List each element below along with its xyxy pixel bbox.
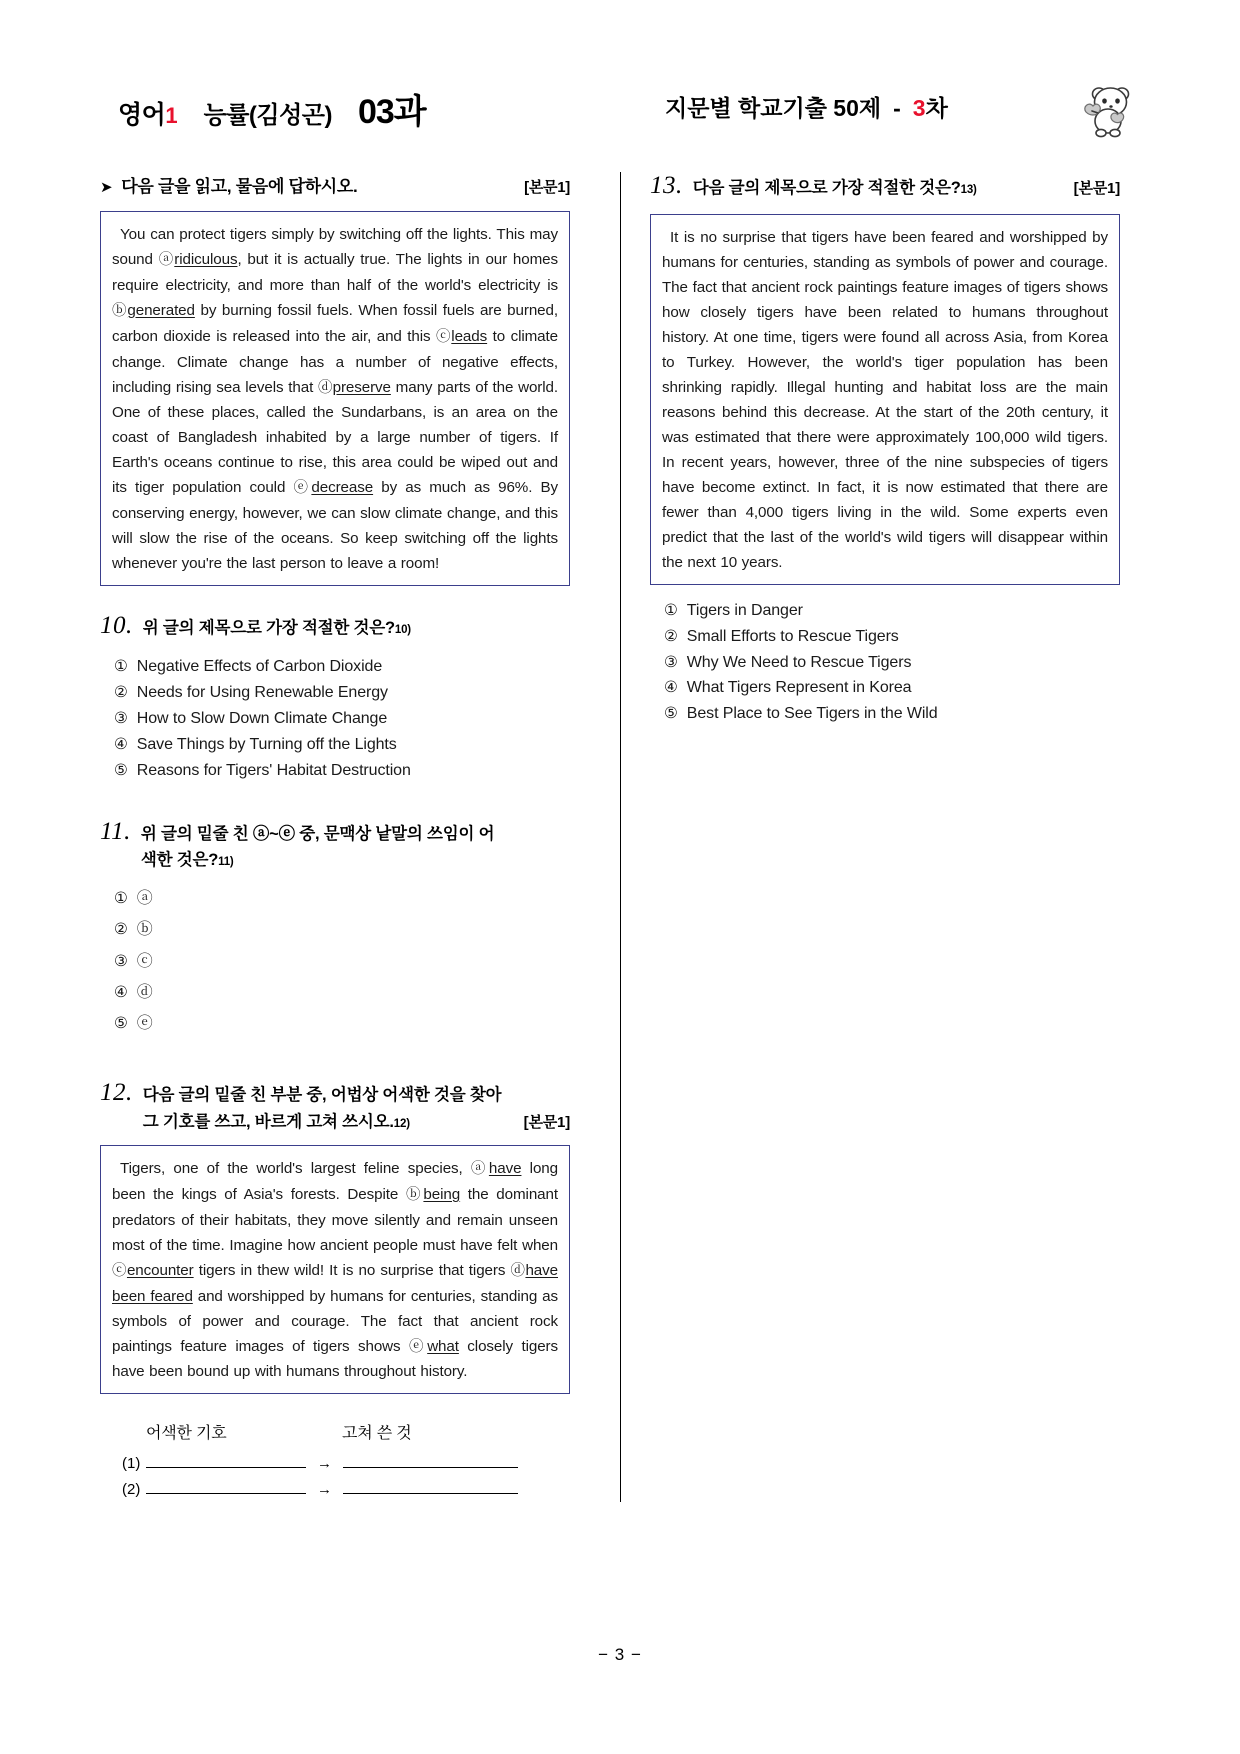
option-marker: ② [114,921,128,939]
option-marker: ④ [114,735,128,753]
header-publisher: 능률(김성곤) [203,102,332,129]
page-footer: − 3 − [598,1645,642,1664]
header-lesson: 03과 [357,93,426,131]
question-11-number: 11. [100,817,131,845]
option-marker: ③ [114,952,128,970]
option-item[interactable] [100,946,570,977]
question-11-text-line2: 색한 것은? [140,851,219,870]
question-10-options [100,654,570,784]
question-12-text-line2: 그 기호를 쓰고, 바르게 고쳐 쓰시오. [142,1113,394,1132]
answer-row [122,1451,570,1472]
question-11-header [100,818,570,871]
option-item[interactable] [100,706,570,732]
option-marker: ① [114,890,128,908]
passage-box-2 [100,1145,570,1394]
option-marker: ③ [664,653,678,671]
source-tag: [본문1] [524,179,570,196]
question-13-number: 13. [650,172,683,199]
option-label: Reasons for Tigers' Habitat Destruction [136,761,411,779]
option-item[interactable] [650,701,1120,727]
option-item[interactable] [100,732,570,758]
left-column [100,172,570,1503]
directive-text: 다음 글을 읽고, 물음에 답하시오. [121,177,358,196]
answer-column-labels [122,1420,570,1443]
passage-box-3 [650,214,1120,585]
option-label: Negative Effects of Carbon Dioxide [136,657,383,675]
header-round-unit: 차 [925,95,948,121]
option-label: Save Things by Turning off the Lights [136,735,397,753]
header-series-title: 지문별 학교기출 50제 [665,95,882,121]
question-10-text: 위 글의 제목으로 가장 적절한 것은?10) [142,619,411,638]
option-marker: ⑤ [114,1015,128,1033]
option-item[interactable] [100,914,570,945]
question-13-superscript: 13) [960,184,977,196]
option-item[interactable] [100,654,570,680]
question-11-text-line1: 위 글의 밑줄 친 ⓐ~ⓔ 중, 문맥상 낱말의 쓰임이 어 [140,824,495,843]
arrow-bullet-icon: ➤ [100,179,113,196]
answer-row [122,1477,570,1498]
option-label: ⓔ [136,1015,153,1033]
option-marker: ④ [114,983,128,1001]
option-marker: ⑤ [664,705,678,723]
question-11-superscript: 11) [218,856,234,869]
answer-row-index: (2) [122,1481,141,1499]
option-item[interactable] [650,675,1120,701]
source-tag: [본문1] [1073,180,1120,197]
question-10-number: 10. [100,612,133,640]
question-13-text: 다음 글의 제목으로 가장 적절한 것은?13) [692,179,977,197]
source-tag: [본문1] [523,1114,570,1132]
reading-directive [100,172,570,197]
question-12-answer-area [100,1420,570,1498]
option-label: ⓒ [136,952,153,970]
option-item[interactable] [100,758,570,784]
option-item[interactable] [100,680,570,706]
option-label: Tigers in Danger [686,601,803,619]
option-marker: ③ [114,709,128,727]
option-label: What Tigers Represent in Korea [686,679,912,697]
option-label: Small Efforts to Rescue Tigers [686,627,899,645]
answer-blank-correction[interactable] [343,1477,518,1494]
question-13-header [650,172,1120,201]
header-separator: - [893,95,901,121]
page-header [0,70,1240,140]
option-marker: ① [664,601,678,619]
header-subject-number: 1 [165,103,178,128]
question-12-number: 12. [100,1079,133,1107]
question-11-options [100,883,570,1039]
question-12-superscript: 12) [393,1118,410,1131]
answer-blank-symbol[interactable] [146,1477,306,1494]
column-divider [620,172,621,1502]
option-item[interactable] [100,977,570,1008]
option-marker: ④ [664,679,678,697]
right-column [650,172,1120,727]
option-item[interactable] [650,624,1120,650]
option-item[interactable] [100,883,570,914]
panda-mascot-icon [1072,70,1144,142]
arrow-icon: → [317,1481,332,1499]
header-subject: 영어 [118,101,166,129]
option-label: Why We Need to Rescue Tigers [686,653,912,671]
option-marker: ⑤ [114,761,128,779]
option-marker: ① [114,657,128,675]
passage-2-text: Tigers, one of the world's largest feline species, ⓐhave long been the kings of Asia's forests. Despite ⓑbeing the dominant predators of their habitats, they move silently and remain unseen most of the time. Imagine how ancient people must have felt when ⓒencounter tigers in thew wild! It is no surprise that tigers ⓓhave been feared and worshipped by humans for centuries, standing as symbols of power and courage. The fact that ancient rock paintings feature images of tigers shows ⓔwhat closely tigers have been bound up with humans throughout history. [112,1160,558,1381]
option-marker: ② [664,627,678,645]
question-12-header [100,1079,570,1132]
question-10-superscript: 10) [394,624,411,637]
question-12-text-line1: 다음 글의 밑줄 친 부분 중, 어법상 어색한 것을 찾아 [142,1086,502,1105]
option-item[interactable] [650,650,1120,676]
header-left-group [118,84,426,133]
answer-label-correction: 고쳐 쓴 것 [342,1425,412,1443]
option-label: Needs for Using Renewable Energy [136,683,388,701]
question-13-options [650,598,1120,728]
passage-3-text: It is no surprise that tigers have been feared and worshipped by humans for centuries, standing as symbols of power and courage. The fact that ancient rock paintings feature images of tigers shows how closely tigers have been related to humans throughout history. At one time, tigers were found all across Asia, from Korea to Turkey. However, the world's tiger population has been shrinking rapidly. Illegal hunting and habitat loss are the main reasons behind this decrease. At the start of the 20th century, it was estimated that there were approximately 100,000 wild tigers. In recent years, however, three of the nine subspecies of tigers have become extinct. In fact, it is now estimated that there are fewer than 4,000 tigers living in the wild. Some experts even predict that the last of the world's wild tigers will disappear within the next 10 years. [662,228,1108,571]
header-right-group [665,90,948,123]
option-item[interactable] [650,598,1120,624]
answer-blank-correction[interactable] [343,1451,518,1468]
option-label: ⓐ [136,890,153,908]
passage-box-1 [100,211,570,586]
passage-1-text: You can protect tigers simply by switching off the lights. This may sound ⓐridiculous, but it is actually true. The lights in our homes require electricity, and more than half of the world's electricity is ⓑgenerated by burning fossil fuels. When fossil fuels are burned, carbon dioxide is released into the air, and this ⓒleads to climate change. Climate change has a number of negative effects, including rising sea levels that ⓓpreserve many parts of the world. One of these places, called the Sundarbans, is an area on the coast of Bangladesh inhabited by a large number of tigers. If Earth's oceans continue to rise, this area could be wiped out and its tiger population could ⓔdecrease by as much as 96%. By conserving energy, however, we can slow climate change, and this will slow the rise of the oceans. So keep switching off the lights whenever you're the last person to leave a room! [112,226,558,573]
answer-row-index: (1) [122,1455,141,1473]
arrow-icon: → [317,1455,332,1473]
question-10-header [100,612,570,641]
option-item[interactable] [100,1008,570,1039]
answer-blank-symbol[interactable] [146,1451,306,1468]
answer-label-symbol: 어색한 기호 [146,1425,227,1443]
option-label: How to Slow Down Climate Change [136,709,388,727]
option-label: Best Place to See Tigers in the Wild [686,705,938,723]
option-label: ⓓ [136,983,153,1001]
option-label: ⓑ [136,921,153,939]
option-marker: ② [114,683,128,701]
header-round-number: 3 [912,95,926,121]
